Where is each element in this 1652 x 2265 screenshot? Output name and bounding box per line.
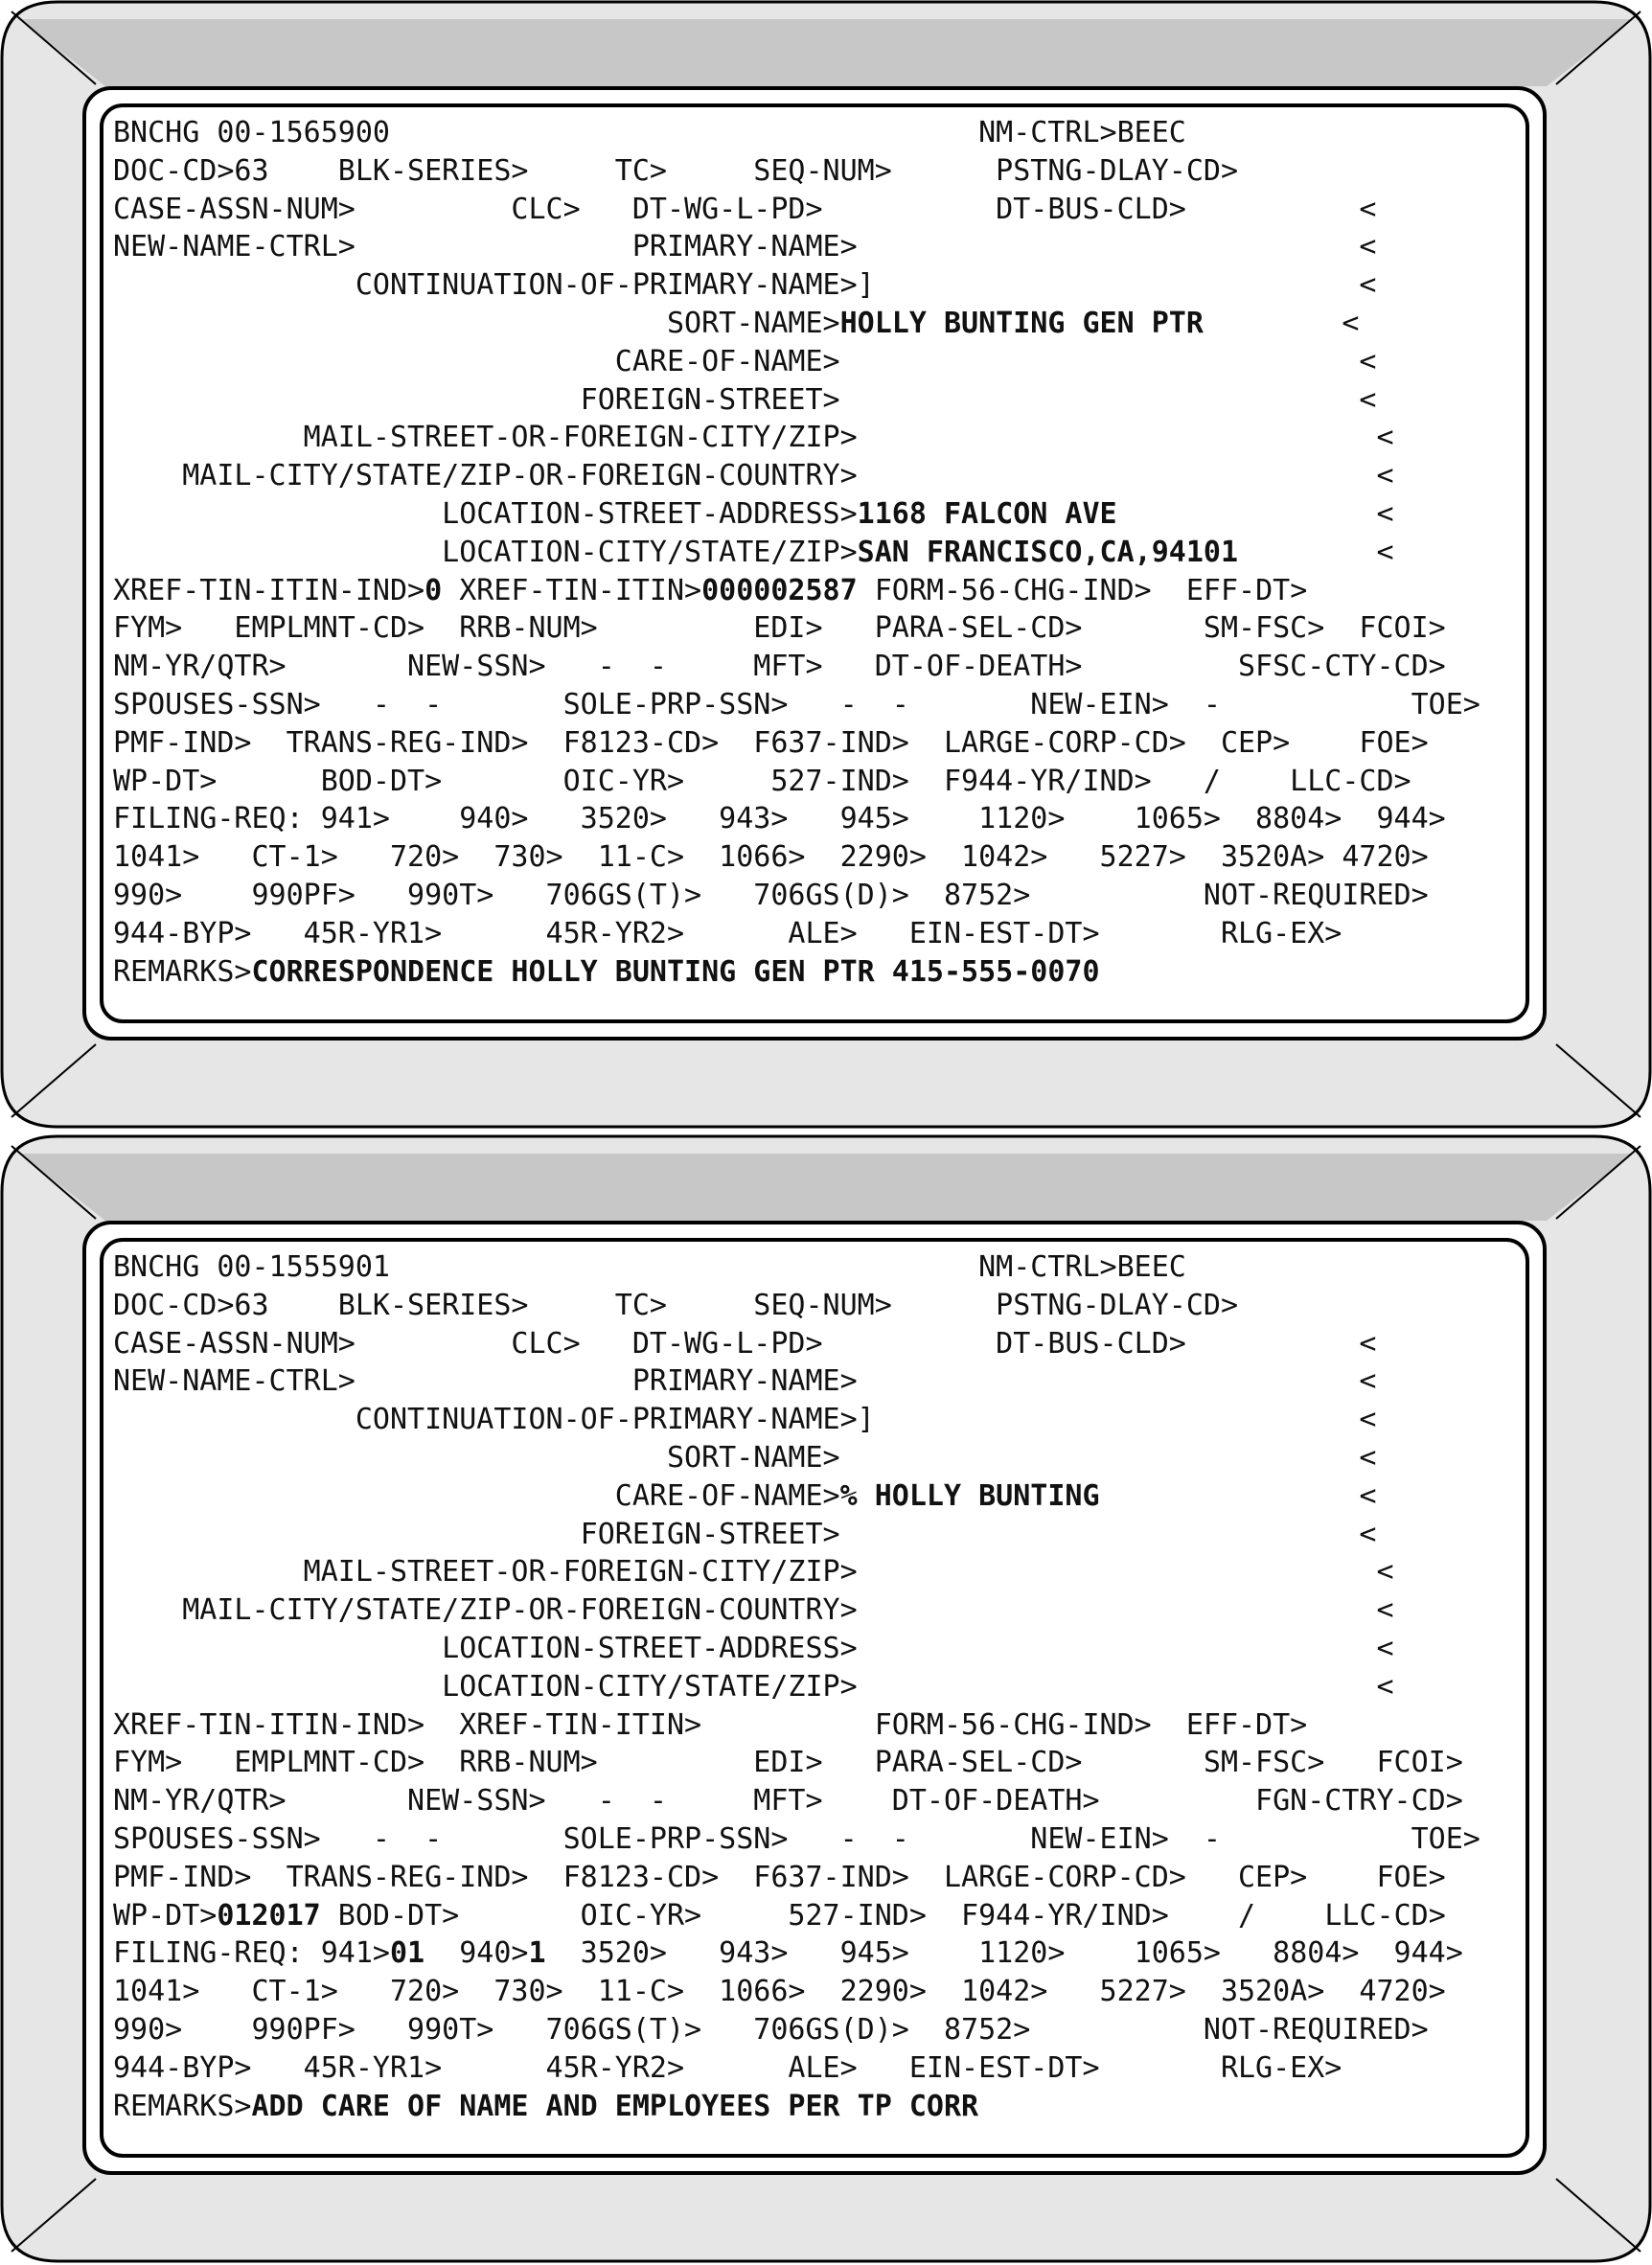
field-label: 990> 990PF> 990T> 706GS(T)> 706GS(D)> 8752> NOT-REQUIRED> xyxy=(113,2012,1429,2047)
terminal-line xyxy=(113,838,1480,877)
terminal-line xyxy=(113,228,1480,266)
field-label: 944-BYP> 45R-YR1> 45R-YR2> ALE> EIN-EST-DT> RLG-EX> xyxy=(113,2050,1342,2085)
terminal-line xyxy=(113,305,1480,343)
field-label: CARE-OF-NAME> < xyxy=(113,344,1377,378)
field-label: 944-BYP> 45R-YR1> 45R-YR2> ALE> EIN-EST-DT> RLG-EX> xyxy=(113,916,1342,950)
terminal-line xyxy=(113,877,1480,915)
terminal-line xyxy=(113,572,1480,610)
field-label: NM-YR/QTR> NEW-SSN> - - MFT> DT-OF-DEATH> FGN-CTRY-CD> xyxy=(113,1784,1463,1819)
field-label: MAIL-STREET-OR-FOREIGN-CITY/ZIP> < xyxy=(113,421,1394,455)
field-label: MAIL-STREET-OR-FOREIGN-CITY/ZIP> < xyxy=(113,1555,1394,1590)
terminal-line xyxy=(113,1973,1480,2011)
terminal-line xyxy=(113,2011,1480,2049)
terminal-line xyxy=(113,1477,1480,1516)
field-label: LOCATION-STREET-ADDRESS> < xyxy=(113,1631,1394,1665)
terminal-line xyxy=(113,1287,1480,1325)
field-label: SORT-NAME> < xyxy=(113,1440,1377,1475)
field-label: FILING-REQ: 941> 940> 3520> 943> 945> 1120> 1065> 8804> 944> xyxy=(113,802,1446,836)
terminal-line xyxy=(113,1553,1480,1591)
field-label: 1041> CT-1> 720> 730> 11-C> 1066> 2290> 1042> 5227> 3520A> 4720> xyxy=(113,840,1429,875)
field-label: CASE-ASSN-NUM> CLC> DT-WG-L-PD> DT-BUS-CLD> < xyxy=(113,192,1377,226)
terminal-line xyxy=(113,915,1480,953)
terminal-line xyxy=(113,2088,1480,2126)
terminal-line xyxy=(113,381,1480,420)
terminal-line xyxy=(113,1820,1480,1859)
terminal-line xyxy=(113,266,1480,305)
terminal-line xyxy=(113,1591,1480,1630)
terminal-line xyxy=(113,1859,1480,1897)
terminal-line xyxy=(113,2049,1480,2088)
field-label: < xyxy=(1116,496,1394,531)
field-value: CORRESPONDENCE HOLLY BUNTING GEN PTR 415-555-0070 xyxy=(251,954,1100,989)
terminal-line xyxy=(113,1744,1480,1782)
field-label: WP-DT> xyxy=(113,1898,218,1933)
terminal-line xyxy=(113,1782,1480,1820)
field-label: FOREIGN-STREET> < xyxy=(113,1517,1377,1551)
field-label: PMF-IND> TRANS-REG-IND> F8123-CD> F637-IND> LARGE-CORP-CD> CEP> FOE> xyxy=(113,1860,1446,1894)
field-value: ADD CARE OF NAME AND EMPLOYEES PER TP CORR xyxy=(251,2089,979,2123)
field-label: LOCATION-CITY/STATE/ZIP> xyxy=(113,535,858,569)
terminal-line xyxy=(113,953,1480,992)
field-value: SAN FRANCISCO,CA,94101 xyxy=(857,535,1239,569)
field-label: FILING-REQ: 941> xyxy=(113,1936,390,1971)
field-value: 01 xyxy=(389,1936,425,1971)
terminal-monitor-1 xyxy=(0,0,1652,1129)
terminal-line xyxy=(113,800,1480,838)
field-label: 3520> 943> 945> 1120> 1065> 8804> 944> xyxy=(545,1936,1463,1971)
field-label: REMARKS> xyxy=(113,954,252,989)
terminal-line xyxy=(113,114,1480,152)
field-label: NEW-NAME-CTRL> PRIMARY-NAME> < xyxy=(113,230,1377,264)
terminal-line xyxy=(113,1897,1480,1935)
terminal-line xyxy=(113,1362,1480,1401)
field-label: XREF-TIN-ITIN> xyxy=(442,573,702,607)
field-label: CARE-OF-NAME> xyxy=(113,1478,840,1513)
terminal-line xyxy=(113,1325,1480,1363)
field-label: FYM> EMPLMNT-CD> RRB-NUM> EDI> PARA-SEL-CD> SM-FSC> FCOI> xyxy=(113,611,1446,646)
field-label: NM-YR/QTR> NEW-SSN> - - MFT> DT-OF-DEATH> SFSC-CTY-CD> xyxy=(113,650,1446,684)
field-value: 0 xyxy=(424,573,443,607)
terminal-text xyxy=(113,114,1480,991)
terminal-line xyxy=(113,763,1480,801)
field-label: LOCATION-STREET-ADDRESS> xyxy=(113,496,858,531)
field-label: CASE-ASSN-NUM> CLC> DT-WG-L-PD> DT-BUS-CLD> < xyxy=(113,1326,1377,1361)
terminal-line xyxy=(113,1630,1480,1668)
field-label: FOREIGN-STREET> < xyxy=(113,382,1377,417)
terminal-line xyxy=(113,1706,1480,1745)
terminal-monitor-2 xyxy=(0,1134,1652,2263)
field-label: PMF-IND> TRANS-REG-IND> F8123-CD> F637-IND> LARGE-CORP-CD> CEP> FOE> xyxy=(113,725,1429,760)
field-label: FYM> EMPLMNT-CD> RRB-NUM> EDI> PARA-SEL-CD> SM-FSC> FCOI> xyxy=(113,1746,1463,1780)
field-label: BNCHG 00-1565900 NM-CTRL>BEEC xyxy=(113,116,1186,149)
field-label: BNCHG 00-1555901 NM-CTRL>BEEC xyxy=(113,1250,1186,1284)
terminal-line xyxy=(113,534,1480,572)
field-label: XREF-TIN-ITIN-IND> XREF-TIN-ITIN> FORM-56-CHG-IND> EFF-DT> xyxy=(113,1707,1308,1742)
terminal-line xyxy=(113,1668,1480,1706)
field-label: < xyxy=(1099,1478,1377,1513)
field-label: REMARKS> xyxy=(113,2089,252,2123)
field-label: CONTINUATION-OF-PRIMARY-NAME>] < xyxy=(113,1403,1377,1437)
field-label: SPOUSES-SSN> - - SOLE-PRP-SSN> - - NEW-EIN> - TOE> xyxy=(113,687,1480,721)
terminal-line xyxy=(113,1516,1480,1554)
field-value: 1168 FALCON AVE xyxy=(857,496,1117,531)
field-label: SORT-NAME> xyxy=(113,306,840,340)
field-label: SPOUSES-SSN> - - SOLE-PRP-SSN> - - NEW-EIN> - TOE> xyxy=(113,1821,1480,1856)
field-label: DOC-CD>63 BLK-SERIES> TC> SEQ-NUM> PSTNG-DLAY-CD> xyxy=(113,1288,1238,1322)
terminal-line xyxy=(113,1934,1480,1973)
field-value: HOLLY BUNTING GEN PTR xyxy=(839,306,1204,340)
field-value: % HOLLY BUNTING xyxy=(839,1478,1100,1513)
field-value: 012017 xyxy=(217,1898,321,1933)
terminal-line xyxy=(113,648,1480,686)
terminal-line xyxy=(113,686,1480,724)
terminal-line xyxy=(113,152,1480,191)
field-label: LOCATION-CITY/STATE/ZIP> < xyxy=(113,1669,1394,1704)
field-label: NEW-NAME-CTRL> PRIMARY-NAME> < xyxy=(113,1364,1377,1399)
terminal-line xyxy=(113,191,1480,229)
terminal-line xyxy=(113,419,1480,457)
terminal-line xyxy=(113,1439,1480,1477)
field-value: 1 xyxy=(528,1936,546,1971)
field-label: 990> 990PF> 990T> 706GS(T)> 706GS(D)> 8752> NOT-REQUIRED> xyxy=(113,878,1429,912)
field-label: < xyxy=(1238,535,1394,569)
terminal-line xyxy=(113,724,1480,763)
field-label: BOD-DT> OIC-YR> 527-IND> F944-YR/IND> / LLC-CD> xyxy=(320,1898,1446,1933)
field-label: FORM-56-CHG-IND> EFF-DT> xyxy=(857,573,1308,607)
field-label: MAIL-CITY/STATE/ZIP-OR-FOREIGN-COUNTRY> < xyxy=(113,1593,1394,1628)
field-label: WP-DT> BOD-DT> OIC-YR> 527-IND> F944-YR/IND> / LLC-CD> xyxy=(113,764,1411,798)
field-label: < xyxy=(1203,306,1360,340)
field-label: DOC-CD>63 BLK-SERIES> TC> SEQ-NUM> PSTNG-DLAY-CD> xyxy=(113,153,1238,188)
terminal-line xyxy=(113,495,1480,534)
terminal-line xyxy=(113,609,1480,648)
terminal-line xyxy=(113,1401,1480,1439)
terminal-text xyxy=(113,1248,1480,2125)
field-value: 000002587 xyxy=(701,573,858,607)
field-label: 1041> CT-1> 720> 730> 11-C> 1066> 2290> 1042> 5227> 3520A> 4720> xyxy=(113,1975,1446,2009)
field-label: CONTINUATION-OF-PRIMARY-NAME>] < xyxy=(113,268,1377,303)
terminal-line xyxy=(113,457,1480,495)
terminal-line xyxy=(113,1248,1480,1287)
field-label: 940> xyxy=(424,1936,529,1971)
terminal-line xyxy=(113,343,1480,381)
field-label: XREF-TIN-ITIN-IND> xyxy=(113,573,425,607)
field-label: MAIL-CITY/STATE/ZIP-OR-FOREIGN-COUNTRY> < xyxy=(113,459,1394,493)
